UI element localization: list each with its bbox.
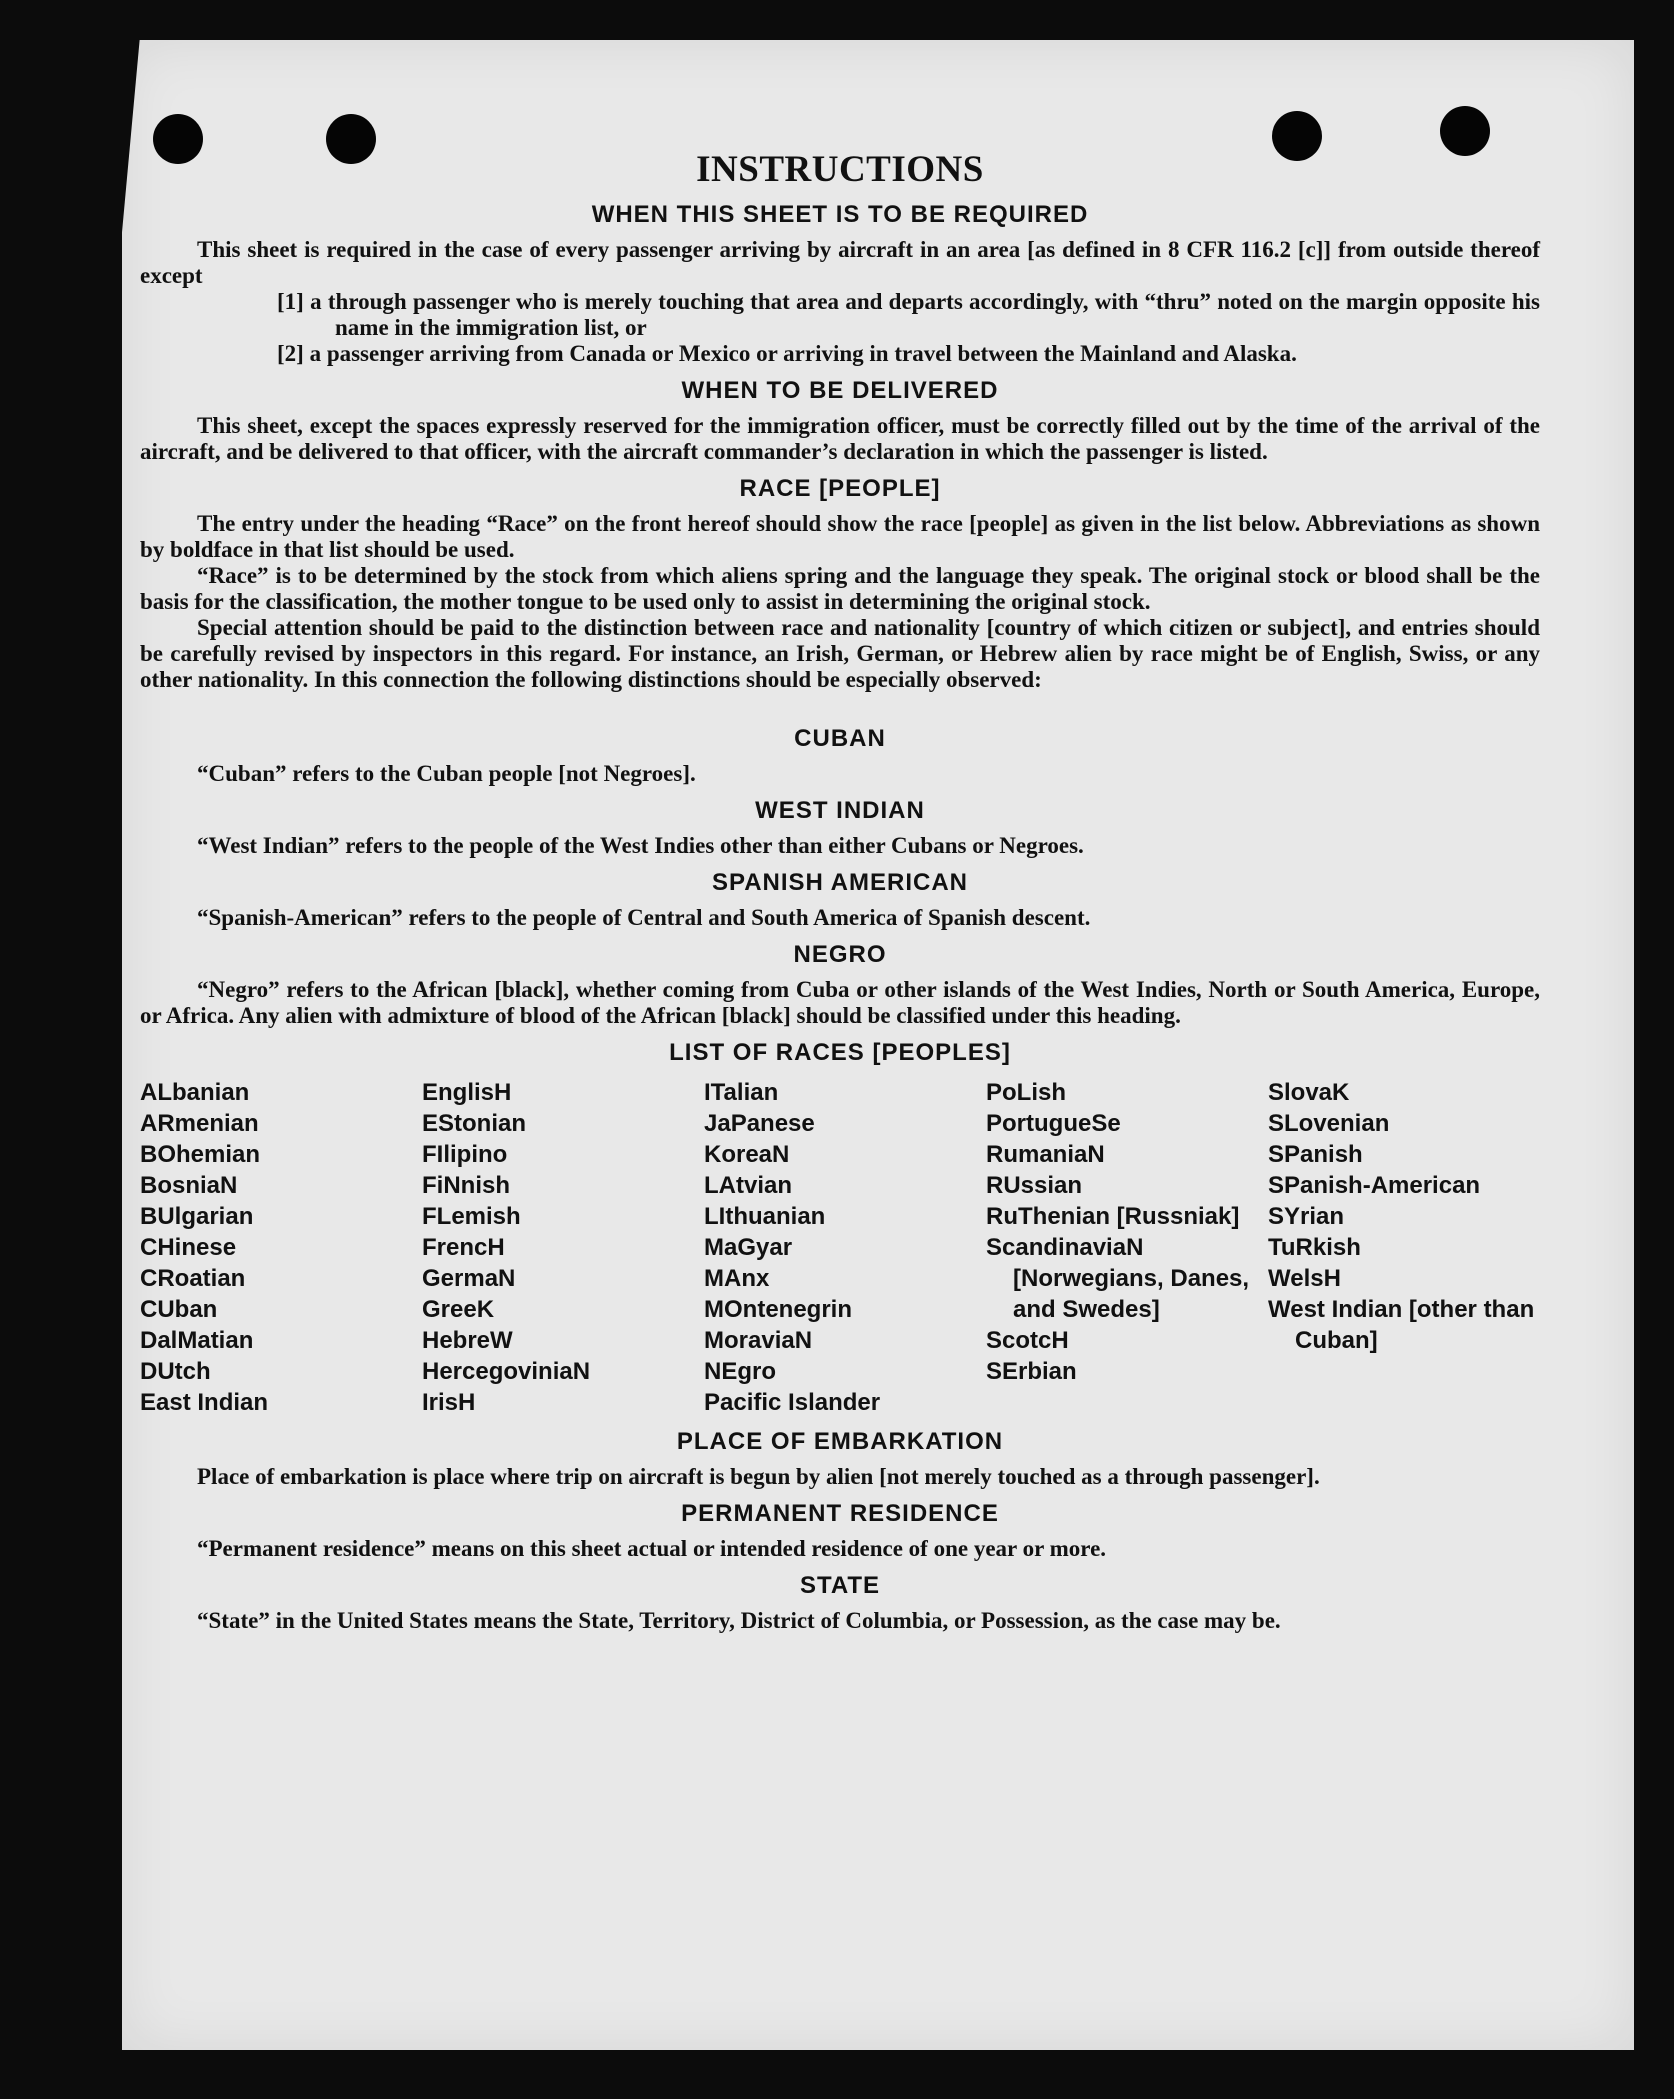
race-entry: LAtvian [704,1172,793,1199]
races-heading: LIST OF RACES [PEOPLES] [669,1039,1011,1066]
race-entry: KoreaN [704,1141,790,1168]
paragraph: “Spanish-American” refers to the people of Central and South America of Spanish descent. [197,905,1091,930]
paragraph: Special attention should be paid to the distinction between race and nationality [country of which citizen or subject], and entries should be carefully revised by inspectors in this regard. For instance, an Irish, German, or Hebrew alien by race might be of English, Swiss, or any other nationality. In this connection the following distinctions should be especially observed: [140,615,1540,692]
race-entry: MOntenegrin [704,1296,852,1323]
instructions-content [140,148,1540,1634]
section-heading-race-people: RACE [PEOPLE] [739,475,941,502]
race-entry: West Indian [other than Cuban] [1268,1296,1535,1354]
race-entry: SPanish-American [1268,1172,1481,1199]
race-entry: East Indian [140,1389,269,1416]
paragraph: “Negro” refers to the African [black], whether coming from Cuba or other islands of the West Indies, North or South America, Europe, or Africa. Any alien with admixture of blood of the African [black] should be classified under this heading. [140,977,1540,1028]
paragraph: This sheet is required in the case of every passenger arriving by aircraft in an area [as defined in 8 CFR 116.2 [c]] from outside thereof except [140,237,1540,288]
race-entry: WelsH [1268,1265,1341,1292]
race-entry: HebreW [422,1327,513,1354]
race-entry: RUssian [986,1172,1083,1199]
paragraph: “West Indian” refers to the people of the West Indies other than either Cubans or Negroes. [197,833,1084,858]
race-entry: ARmenian [140,1110,259,1137]
race-entry: SErbian [986,1358,1077,1385]
race-entry: ALbanian [140,1079,250,1106]
paragraph: “Race” is to be determined by the stock from which aliens spring and the language they speak. The original stock or blood shall be the basis for the classification, the mother tongue to be used only to assist in determining the original stock. [140,563,1540,614]
section-heading-west-indian: WEST INDIAN [755,797,925,824]
race-entry: CHinese [140,1234,237,1261]
race-entry: PoLish [986,1079,1067,1106]
races-column [704,1077,976,1418]
race-entry: CRoatian [140,1265,246,1292]
races-column [1268,1077,1540,1418]
race-entry: SPanish [1268,1141,1363,1168]
race-entry: IrisH [422,1389,476,1416]
paragraph: The entry under the heading “Race” on the front hereof should show the race [people] as given in the list below. Abbreviations as shown by boldface in that list should be used. [140,511,1540,562]
list-item: [1] a through passenger who is merely touching that area and departs accordingly, with “thru” noted on the margin opposite his name in the immigration list, or [277,289,1540,340]
paragraph: Place of embarkation is place where trip on aircraft is begun by alien [not merely touched as a through passenger]. [197,1464,1320,1489]
race-entry: HercegoviniaN [422,1358,591,1385]
page-title: INSTRUCTIONS [696,149,984,190]
sections-before [140,201,1540,1029]
race-entry: MoraviaN [704,1327,813,1354]
race-entry: EStonian [422,1110,527,1137]
race-entry: SlovaK [1268,1079,1350,1106]
section-heading-permanent-residence: PERMANENT RESIDENCE [681,1500,999,1527]
races-column [140,1077,412,1418]
race-entry: FiNnish [422,1172,510,1199]
race-entry: BUlgarian [140,1203,254,1230]
race-entry: FLemish [422,1203,521,1230]
paragraph: This sheet, except the spaces expressly reserved for the immigration officer, must be correctly filled out by the time of the arrival of the aircraft, and be delivered to that officer, with the aircraft commander’s declaration in which the passenger is listed. [140,413,1540,464]
race-entry: GermaN [422,1265,516,1292]
race-entry: ScotcH [986,1327,1069,1354]
race-entry: ScandinaviaN [Norwegians, Danes, and Swedes] [986,1234,1250,1323]
race-entry: DalMatian [140,1327,254,1354]
race-entry: FrencH [422,1234,505,1261]
races-list [140,1077,1540,1418]
race-entry: BosniaN [140,1172,238,1199]
race-entry: EnglisH [422,1079,512,1106]
races-column [422,1077,694,1418]
section-heading-spanish-american: SPANISH AMERICAN [711,869,968,896]
race-entry: FIlipino [422,1141,508,1168]
section-heading-when-to-be-delivered: WHEN TO BE DELIVERED [681,377,999,404]
paragraph: “Cuban” refers to the Cuban people [not Negroes]. [197,761,696,786]
race-entry: MaGyar [704,1234,793,1261]
race-entry: DUtch [140,1358,211,1385]
race-entry: TuRkish [1268,1234,1361,1261]
race-entry: JaPanese [704,1110,815,1137]
torn-corner [118,36,140,276]
race-entry: SYrian [1268,1203,1345,1230]
race-entry: MAnx [704,1265,770,1292]
section-heading-state: STATE [799,1572,881,1599]
race-entry: LIthuanian [704,1203,826,1230]
section-heading-cuban: CUBAN [794,725,886,752]
race-entry: RumaniaN [986,1141,1105,1168]
race-entry: BOhemian [140,1141,261,1168]
race-entry: CUban [140,1296,218,1323]
race-entry: RuThenian [Russniak] [986,1203,1240,1230]
race-entry: PortugueSe [986,1110,1121,1137]
section-heading-negro: NEGRO [793,941,887,968]
section-heading-when-this-sheet-is-to-be-required: WHEN THIS SHEET IS TO BE REQUIRED [591,201,1089,228]
spacer [140,693,1540,715]
sections-after [140,1428,1540,1634]
paragraph: “Permanent residence” means on this sheet actual or intended residence of one year or more. [197,1536,1107,1561]
races-column [986,1077,1258,1418]
race-entry: GreeK [422,1296,495,1323]
race-entry: Pacific Islander [704,1389,881,1416]
list-item: [2] a passenger arriving from Canada or Mexico or arriving in travel between the Mainland and Alaska. [277,341,1297,366]
section-heading-place-of-embarkation: PLACE OF EMBARKATION [676,1428,1004,1455]
race-entry: SLovenian [1268,1110,1390,1137]
paragraph: “State” in the United States means the State, Territory, District of Columbia, or Possession, as the case may be. [197,1608,1281,1633]
race-entry: NEgro [704,1358,776,1385]
race-entry: ITalian [704,1079,779,1106]
